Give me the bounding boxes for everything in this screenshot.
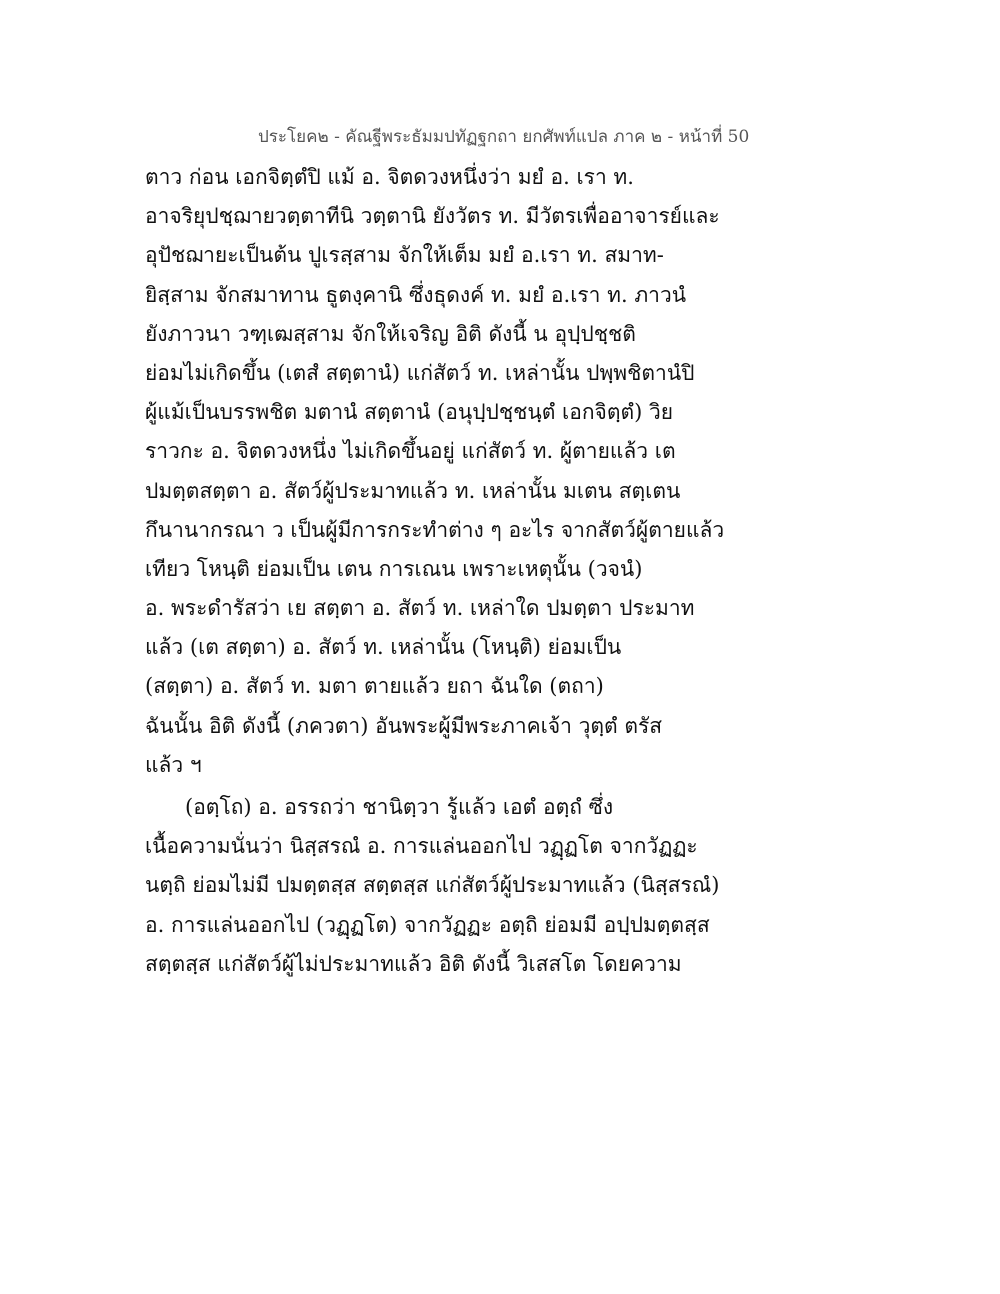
text-line: ราวกะ อ. จิตดวงหนึ่ง ไม่เกิดขึ้นอยู่ แก่สัตว์ ท. ผู้ตายแล้ว เต <box>145 439 676 464</box>
paragraph-1 <box>145 158 795 785</box>
text-line: อาจริยุปชฺฌายวตฺตาทีนิ วตฺตานิ ยังวัตร ท. มีวัตรเพื่ออาจารย์และ <box>145 204 720 229</box>
text-line: อ. พระดำรัสว่า เย สตฺตา อ. สัตว์ ท. เหล่าใด ปมตฺตา ประมาท <box>145 596 695 621</box>
text-line: (อตฺโถ) อ. อรรถว่า ชานิตฺวา รู้แล้ว เอตํ อตฺถํ ซึ่ง <box>185 795 614 819</box>
text-line: ตาว ก่อน เอกจิตฺตํปิ แม้ อ. จิตดวงหนึ่งว่า มยํ อ. เรา ท. <box>145 165 634 189</box>
text-line: อ. การแล่นออกไป (วฏฺฏโต) จากวัฏฏะ อตฺถิ ย่อมมี อปฺปมตฺตสฺส <box>145 912 710 937</box>
text-line: สตฺตสฺส แก่สัตว์ผู้ไม่ประมาทแล้ว อิติ ดังนี้ วิเสสโต โดยความ <box>145 951 682 976</box>
page-header: ประโยค๒ - คัณฐีพระธัมมปทัฏฐกถา ยกศัพท์แปล ภาค ๒ - หน้าที่ 50 <box>258 127 750 147</box>
text-line: ฉันนั้น อิติ ดังนี้ (ภควตา) อันพระผู้มีพระภาคเจ้า วุตฺตํ ตรัส <box>145 713 663 738</box>
text-line: (สตฺตา) อ. สัตว์ ท. มตา ตายแล้ว ยถา ฉันใด (ตถา) <box>145 674 604 699</box>
text-line: แล้ว (เต สตฺตา) อ. สัตว์ ท. เหล่านั้น (โหนฺติ) ย่อมเป็น <box>145 635 622 660</box>
text-line: เนื้อความนั่นว่า นิสฺสรณํ อ. การแล่นออกไป วฏฺฏโต จากวัฏฏะ <box>145 834 698 859</box>
paragraph-2 <box>145 788 795 984</box>
text-line: นตฺถิ ย่อมไม่มี ปมตฺตสฺส สตฺตสฺส แก่สัตว์ผู้ประมาทแล้ว (นิสฺสรณํ) <box>145 873 720 898</box>
text-line: อุปัชฌายะเป็นต้น ปูเรสฺสาม จักให้เต็ม มยํ อ.เรา ท. สมาท- <box>145 243 664 268</box>
text-line: ผู้แม้เป็นบรรพชิต มตานํ สตฺตานํ (อนุปฺปชฺชนฺตํ เอกจิตฺตํ) วิย <box>145 400 674 425</box>
text-line: แล้ว ฯ <box>145 752 202 777</box>
text-line: กึนานากรณา ว เป็นผู้มีการกระทำต่าง ๆ อะไร จากสัตว์ผู้ตายแล้ว <box>145 517 725 542</box>
text-line: ย่อมไม่เกิดขึ้น (เตสํ สตฺตานํ) แก่สัตว์ ท. เหล่านั้น ปพฺพชิตานํปิ <box>145 360 695 385</box>
text-line: ยิสฺสาม จักสมาทาน ธูตงฺคานิ ซึ่งธุดงค์ ท. มยํ อ.เรา ท. ภาวนํ <box>145 282 687 307</box>
text-line: เทียว โหนฺติ ย่อมเป็น เตน การเณน เพราะเหตุนั้น (วจนํ) <box>145 556 643 581</box>
text-line: ยังภาวนา วฑฺเฒสฺสาม จักให้เจริญ อิติ ดังนี้ น อุปฺปชฺชติ <box>145 321 636 346</box>
text-line: ปมตฺตสตฺตา อ. สัตว์ผู้ประมาทแล้ว ท. เหล่านั้น มเตน สตฺเตน <box>145 478 681 503</box>
